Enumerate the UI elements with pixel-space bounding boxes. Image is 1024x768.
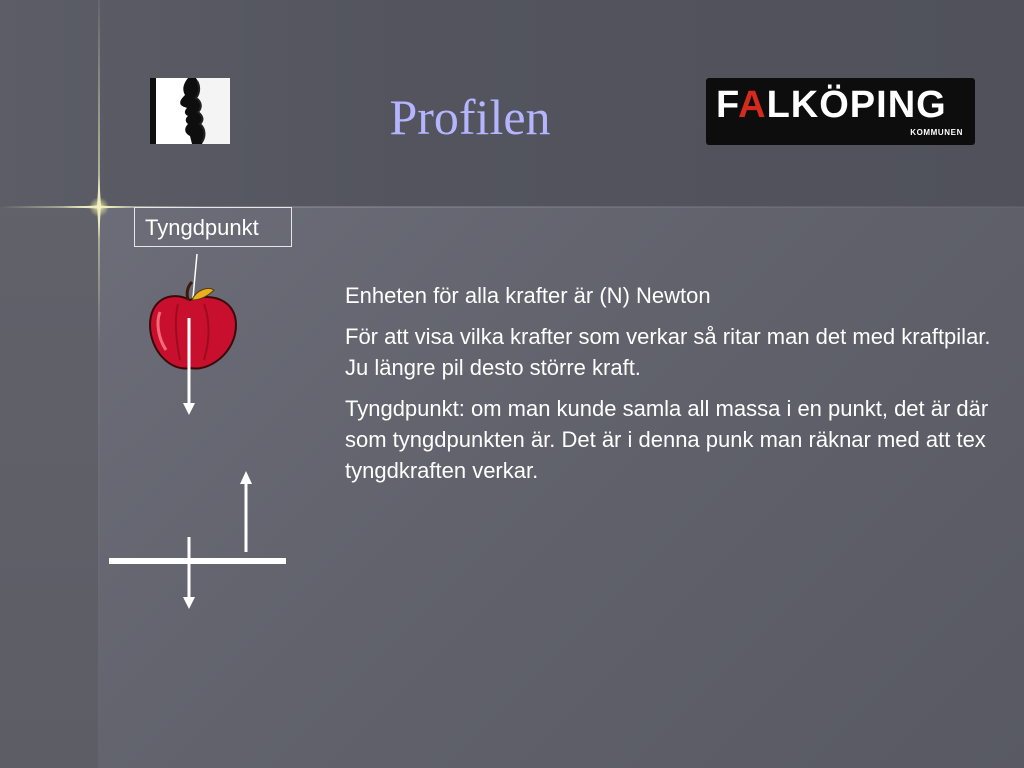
paragraph: För att visa vilka krafter som verkar så ritar man det med kraftpilar. Ju längre pil desto större kraft. [345,324,991,380]
logo-text-part: LKÖPING [766,84,947,126]
tyngdpunkt-label: Tyngdpunkt [134,207,292,247]
logo-subtext: KOMMUNEN [910,128,963,137]
logo-wordmark [716,84,966,127]
sparkle-icon [60,170,140,246]
logo-red-letter: A [738,84,767,126]
vertical-divider [98,0,100,768]
paragraph: Tyngdpunkt: om man kunde samla all massa i en punkt, det är där som tyngdpunkten är. Det är i denna punk man räknar med att tex tyngdkraften verkar. [345,396,989,483]
logo-text-part: F [716,84,739,126]
slide-title: Profilen [389,89,551,145]
face-profile-logo [150,78,230,144]
body-text [345,280,1010,496]
falkoping-logo [706,78,975,145]
paragraph: Enheten för alla krafter är (N) Newton [345,283,711,308]
